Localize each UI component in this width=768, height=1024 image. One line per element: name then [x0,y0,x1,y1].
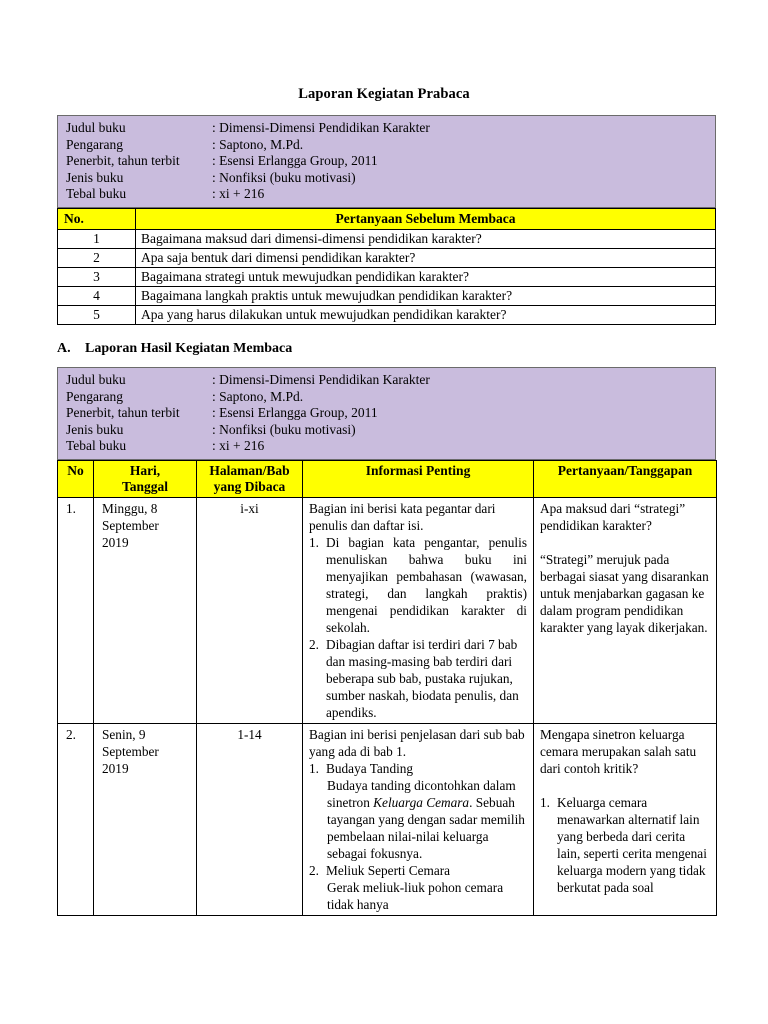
column-header-no: No. [58,208,136,229]
book-info-row [66,422,707,439]
table-header-row [58,460,717,497]
spacer [540,777,710,794]
table-row [58,229,716,248]
spacer [540,534,710,551]
list-item-title: Meliuk Seperti Cemara [326,862,451,878]
list-marker: 2. [309,862,319,878]
table-row [58,723,717,915]
list-text: Keluarga cemara menawarkan alternatif lain yang berbeda dari cerita lain, seperti cerita mengenai keluarga modern yang tidak berkutat pada soal [557,794,707,895]
reading-log-table [57,460,717,916]
book-info-label: Pengarang [66,388,123,404]
list-body [326,862,527,913]
date-line-3: 2019 [102,760,129,776]
date-line-2: September [102,517,159,533]
list-item-title: Budaya Tanding [326,760,414,776]
list-body [326,760,527,862]
list-item-text [326,777,527,862]
date-line-1: Minggu, 8 [102,500,158,516]
row-question: Bagaimana strategi untuk mewujudkan pendidikan karakter? [136,267,716,286]
book-info-value: : Dimensi-Dimensi Pendidikan Karakter [212,372,430,387]
book-info-row [66,438,707,455]
prereading-questions-table [57,208,716,325]
section-a-heading [57,341,557,357]
text-after-italic: . Sebuah tayangan yang dengan sadar memilih pembelaan nilai-nilai keluarga sebagai fokusnya. [327,794,525,861]
text-before-italic: Budaya tanding dicontohkan dalam sinetron [327,777,516,810]
row-important-info [303,723,534,915]
section-marker: A. [57,341,71,356]
header-line-1: Hari, [129,462,161,478]
row-date [94,497,197,723]
row-pages: i-xi [197,497,303,723]
column-header-question: Pertanyaan Sebelum Membaca [136,208,716,229]
row-question: Apa saja bentuk dari dimensi pendidikan karakter? [136,248,716,267]
info-intro: Bagian ini berisi kata pegantar dari penulis dan daftar isi. [309,500,496,533]
table-row [58,286,716,305]
table-row [58,497,717,723]
list-item [309,862,527,913]
table-row [58,248,716,267]
book-info-label: Penerbit, tahun terbit [66,153,180,168]
book-info-value: : xi + 216 [212,438,265,453]
list-item [540,794,710,896]
book-info-label: Jenis buku [66,169,124,185]
book-info-value: : Saptono, M.Pd. [212,136,304,152]
reading-book-info-box [57,367,716,916]
row-questions-responses [534,723,717,915]
response-item-list [540,794,710,896]
row-number: 5 [58,305,136,324]
book-info-label: Tebal buku [66,438,127,453]
column-header-questions-responses: Pertanyaan/Tanggapan [534,460,717,497]
date-line-1: Senin, 9 [102,726,146,742]
book-info-row [66,372,707,389]
italic-series-title: Keluarga Cemara [373,794,470,810]
list-item [309,760,527,862]
section-title: Laporan Hasil Kegiatan Membaca [85,341,293,356]
row-important-info [303,497,534,723]
book-info-value: : Esensi Erlangga Group, 2011 [212,153,378,168]
book-info-label: Judul buku [66,120,126,135]
book-info-value: : xi + 216 [212,186,265,201]
list-item-text: Gerak meliuk-liuk pohon cemara tidak hanya [327,879,504,912]
row-number: 2 [58,248,136,267]
book-info-panel [57,367,716,460]
row-number: 1. [58,497,94,723]
header-line-2: Tanggal [121,478,169,494]
info-item-list [309,534,527,721]
table-header-row [58,208,716,229]
table-row [58,305,716,324]
prereading-book-info-box [57,115,716,325]
row-number: 4 [58,286,136,305]
book-info-label: Penerbit, tahun terbit [66,405,180,420]
book-info-value: : Saptono, M.Pd. [212,388,304,404]
column-header-no: No [58,460,94,497]
row-pages: 1-14 [197,723,303,915]
list-item [309,636,527,721]
row-question: Apa yang harus dilakukan untuk mewujudkan pendidikan karakter? [136,305,716,324]
book-info-row [66,137,707,154]
info-item-list [309,760,527,913]
column-header-important-info: Informasi Penting [303,460,534,497]
column-header-day-date [94,460,197,497]
list-marker: 2. [309,636,319,652]
response-question: Apa maksud dari “strategi” pendidikan karakter? [540,500,686,533]
book-info-row [66,120,707,137]
header-line-1: Halaman/Bab [209,462,290,478]
row-number: 2. [58,723,94,915]
row-date [94,723,197,915]
book-info-value: : Nonfiksi (buku motivasi) [212,421,356,437]
book-info-label: Judul buku [66,372,126,387]
list-text: Dibagian daftar isi terdiri dari 7 bab dan masing-masing bab terdiri dari beberapa sub bab, pustaka rujukan, sumber naskah, biodata penulis, dan apendiks. [326,636,519,720]
response-answer: “Strategi” merujuk pada berbagai siasat yang disarankan untuk menjabarkan gagasan ke dalam program pendidikan karakter yang layak dikerjakan. [540,551,709,635]
book-info-row [66,389,707,406]
book-info-label: Pengarang [66,136,123,152]
row-question: Bagaimana langkah praktis untuk mewujudkan pendidikan karakter? [136,286,716,305]
list-marker: 1. [540,794,550,810]
book-info-value: : Dimensi-Dimensi Pendidikan Karakter [212,120,430,135]
book-info-value: : Esensi Erlangga Group, 2011 [212,405,378,420]
book-info-value: : Nonfiksi (buku motivasi) [212,169,356,185]
row-number: 1 [58,229,136,248]
book-info-label: Jenis buku [66,421,124,437]
column-header-pages [197,460,303,497]
list-marker: 1. [309,760,319,776]
header-line-2: yang Dibaca [213,478,286,494]
row-number: 3 [58,267,136,286]
row-question: Bagaimana maksud dari dimensi-dimensi pendidikan karakter? [136,229,716,248]
info-intro: Bagian ini berisi penjelasan dari sub bab yang ada di bab 1. [309,726,525,759]
response-question: Mengapa sinetron keluarga cemara merupakan salah satu dari contoh kritik? [540,726,697,776]
page-title: Laporan Kegiatan Prabaca [298,86,470,102]
date-line-2: September [102,743,159,759]
list-marker: 1. [309,534,319,550]
row-questions-responses [534,497,717,723]
table-row [58,267,716,286]
book-info-row [66,186,707,203]
book-info-row [66,153,707,170]
book-info-panel [57,115,716,208]
list-item [309,534,527,636]
date-line-3: 2019 [102,534,129,550]
book-info-row [66,405,707,422]
list-text: Di bagian kata pengantar, penulis menuliskan bahwa buku ini menyajikan pembahasan (wawasan, strategi, dan langkah praktis) mengenai pendidikan karakter di sekolah. [326,534,527,635]
book-info-row [66,170,707,187]
book-info-label: Tebal buku [66,186,127,201]
